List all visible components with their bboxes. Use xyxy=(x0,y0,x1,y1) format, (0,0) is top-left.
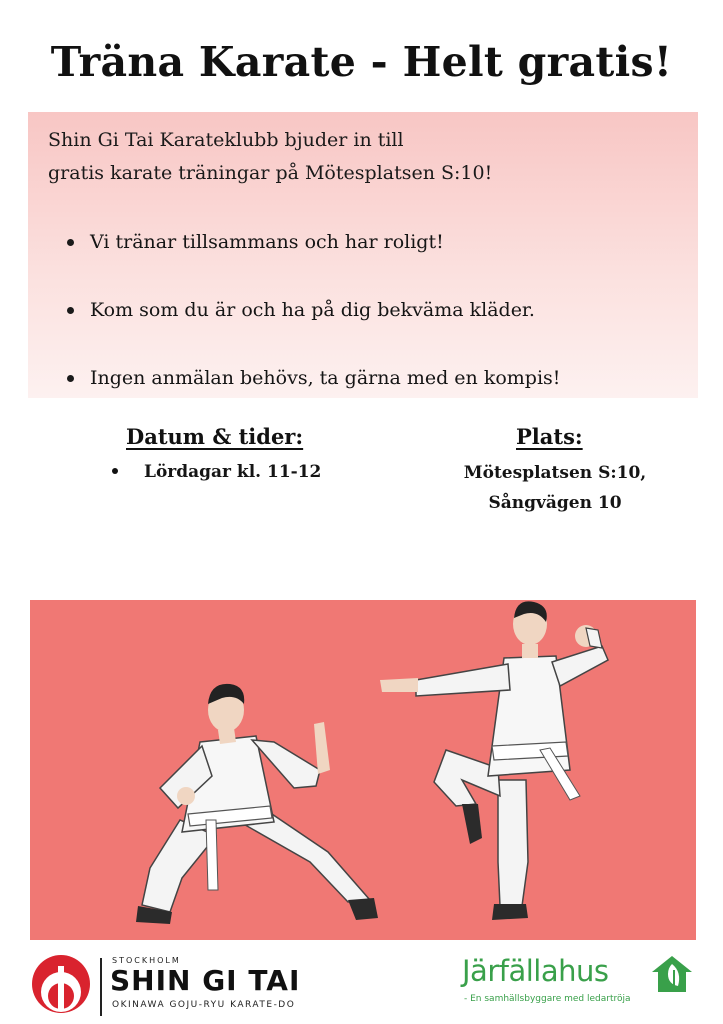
intro-text xyxy=(48,124,688,190)
karate-fighter-stance-icon xyxy=(136,684,378,924)
sponsor-logo xyxy=(462,954,702,1014)
place-address xyxy=(430,458,680,518)
logo-divider xyxy=(100,958,102,1016)
intro-line-1: Shin Gi Tai Karateklubb bjuder in till xyxy=(48,129,404,151)
karate-fighter-kick-icon xyxy=(380,601,608,920)
club-style: OKINAWA GOJU-RYU KARATE-DO xyxy=(112,1000,296,1010)
schedule-heading: Datum & tider: xyxy=(126,424,304,449)
sponsor-tagline: - En samhällsbyggare med ledartröja xyxy=(464,994,631,1004)
schedule-item-text: Lördagar kl. 11-12 xyxy=(144,462,322,482)
schedule-item xyxy=(112,462,321,482)
bullet-item: Kom som du är och ha på dig bekväma kläder. xyxy=(58,294,560,362)
club-logo xyxy=(30,946,350,1016)
info-bullet-list xyxy=(58,226,560,430)
bullet-dot-icon xyxy=(112,468,118,474)
club-name: SHIN GI TAI xyxy=(110,964,301,997)
page-title: Träna Karate - Helt gratis! xyxy=(50,38,673,86)
footer xyxy=(0,940,723,1024)
place-heading: Plats: xyxy=(516,424,583,449)
sponsor-name: Järfällahus xyxy=(462,954,609,988)
place-line-1: Mötesplatsen S:10, xyxy=(463,463,647,483)
bullet-item: Ingen anmälan behövs, ta gärna med en kompis! xyxy=(58,362,560,430)
club-emblem-icon xyxy=(30,946,96,1018)
bullet-item: Vi tränar tillsammans och har roligt! xyxy=(58,226,560,294)
karate-illustration xyxy=(30,600,696,940)
place-line-2: Sångvägen 10 xyxy=(488,493,622,513)
house-leaf-icon xyxy=(650,954,694,994)
intro-line-2: gratis karate träningar på Mötesplatsen S:10! xyxy=(48,162,493,184)
club-city: STOCKHOLM xyxy=(112,956,181,965)
